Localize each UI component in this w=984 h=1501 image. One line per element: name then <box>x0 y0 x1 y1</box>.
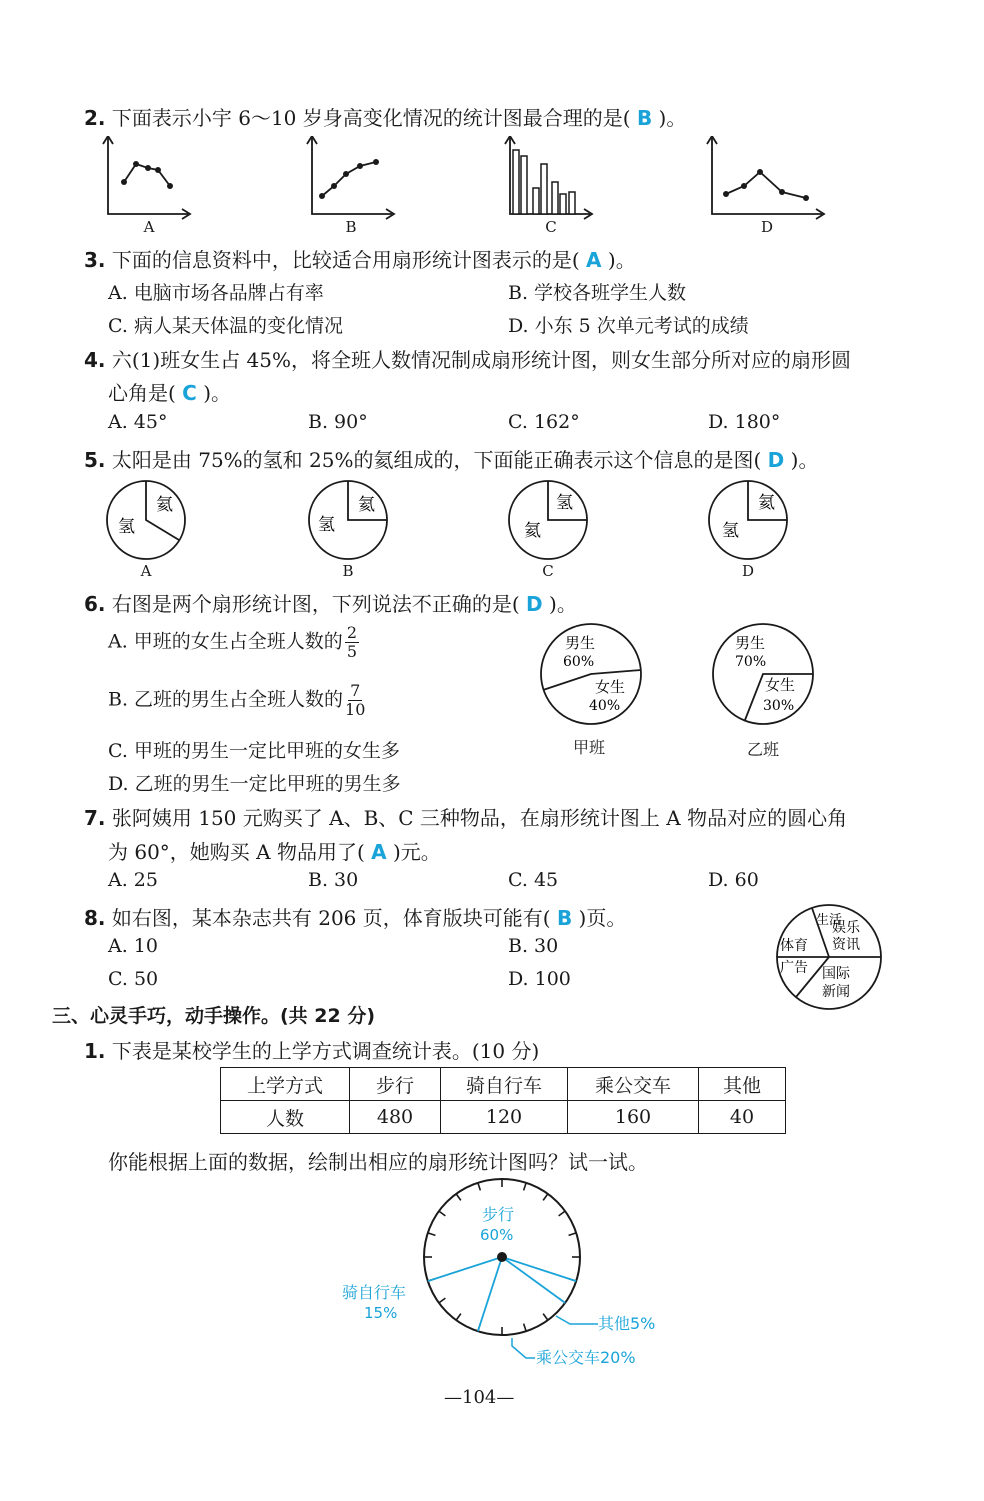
svg-text:娱乐: 娱乐 <box>832 920 860 936</box>
pie-tick <box>456 1314 461 1320</box>
pie-center <box>497 1252 507 1262</box>
pie-tick <box>543 1314 548 1320</box>
q2-line-chart-a <box>98 136 198 226</box>
q5-label-b: B <box>342 562 354 580</box>
q5-pie-b <box>306 478 390 562</box>
pie-tick <box>569 1233 577 1235</box>
q7-option-c[interactable]: C. 45 <box>508 869 559 891</box>
q5-pie-c <box>506 478 590 562</box>
svg-text:30%: 30% <box>763 698 795 714</box>
table-header: 乘公交车 <box>568 1068 699 1101</box>
q4-option-a[interactable]: A. 45° <box>108 411 168 433</box>
q2-stem: 2. 下面表示小宇 6～10 岁身高变化情况的统计图最合理的是( B )。 <box>84 106 687 130</box>
table-cell: 160 <box>568 1101 699 1134</box>
q5-label-c: C <box>542 562 554 580</box>
q2-bar-chart-c <box>500 136 600 226</box>
table-cell: 120 <box>441 1101 568 1134</box>
svg-text:70%: 70% <box>735 654 767 670</box>
p1-stem: 1. 下表是某校学生的上学方式调查统计表。(10 分) <box>84 1039 540 1063</box>
q8-option-d[interactable]: D. 100 <box>508 968 571 990</box>
q6-answer[interactable]: D <box>526 592 543 616</box>
q6-option-c[interactable]: C. 甲班的男生一定比甲班的女生多 <box>108 740 400 762</box>
pie-tick <box>478 1183 480 1191</box>
q7-option-b[interactable]: B. 30 <box>308 869 359 891</box>
q4-option-b[interactable]: B. 90° <box>308 411 368 433</box>
svg-text:资讯: 资讯 <box>832 937 860 953</box>
svg-text:生活: 生活 <box>816 913 843 928</box>
q2-label-a: A <box>143 218 155 236</box>
pie-sector-boundary <box>478 1257 502 1331</box>
svg-text:40%: 40% <box>589 698 621 714</box>
table-header: 步行 <box>350 1068 441 1101</box>
q4-answer[interactable]: C <box>182 381 197 405</box>
q2-line-chart-d <box>702 136 832 226</box>
pie-sector-boundary <box>428 1257 502 1281</box>
table-header: 骑自行车 <box>441 1068 568 1101</box>
svg-text:女生: 女生 <box>765 676 796 694</box>
q5-label-d: D <box>741 562 755 580</box>
q6-stem: 6. 右图是两个扇形统计图，下列说法不正确的是( D )。 <box>84 592 577 616</box>
table-header-row <box>221 1068 786 1101</box>
q8-option-a[interactable]: A. 10 <box>108 935 158 957</box>
q6-pie-jia <box>537 620 645 728</box>
q7-stem-line2: 为 60°，她购买 A 物品用了( A )元。 <box>108 840 441 864</box>
table-cell: 40 <box>699 1101 786 1134</box>
q8-option-c[interactable]: C. 50 <box>108 968 159 990</box>
q4-option-d[interactable]: D. 180° <box>708 411 781 433</box>
table-cell: 人数 <box>221 1101 350 1134</box>
q6-option-b[interactable]: B. 乙班的男生占全班人数的 $\frac{7}{10}$ <box>108 681 366 719</box>
q5-d-small: 氦 <box>758 493 775 513</box>
q4-option-c[interactable]: C. 162° <box>508 411 580 433</box>
p1-prompt: 你能根据上面的数据，绘制出相应的扇形统计图吗？试一试。 <box>108 1150 648 1174</box>
q5-d-big: 氢 <box>722 521 739 541</box>
q3-option-d[interactable]: D. 小东 5 次单元考试的成绩 <box>508 315 749 337</box>
svg-text:体育: 体育 <box>780 938 808 954</box>
label-walk: 步行 <box>482 1205 515 1224</box>
table-cell: 480 <box>350 1101 441 1134</box>
q5-b-big: 氢 <box>318 515 335 535</box>
answer-pie-chart <box>330 1178 690 1378</box>
pie-sector-boundary <box>502 1257 576 1281</box>
q2-label-c: C <box>545 218 557 236</box>
pie-tick <box>428 1233 436 1235</box>
pie-tick <box>456 1194 461 1200</box>
q5-a-small: 氦 <box>156 495 173 515</box>
q5-stem: 5. 太阳是由 75%的氢和 25%的氦组成的，下面能正确表示这个信息的是图( D )。 <box>84 448 819 472</box>
q3-option-b[interactable]: B. 学校各班学生人数 <box>508 282 687 304</box>
q5-b-small: 氦 <box>358 495 375 515</box>
q7-answer[interactable]: A <box>371 840 387 864</box>
svg-text:男生: 男生 <box>735 634 766 652</box>
svg-text:新闻: 新闻 <box>822 984 850 1000</box>
q3-answer[interactable]: A <box>586 248 602 272</box>
section-3-heading: 三、心灵手巧，动手操作。(共 22 分) <box>52 1005 376 1027</box>
svg-text:男生: 男生 <box>565 634 596 652</box>
svg-text:广告: 广告 <box>780 960 808 976</box>
svg-text:女生: 女生 <box>595 678 626 696</box>
pie-sector-lines <box>428 1257 576 1331</box>
label-bike-pct: 15% <box>364 1304 398 1322</box>
q2-label-b: B <box>345 218 357 236</box>
q2-line-chart-b <box>302 136 402 226</box>
pie-tick <box>439 1211 445 1216</box>
q5-answer[interactable]: D <box>767 448 785 472</box>
q4-stem-line1: 4. 六(1)班女生占 45%，将全班人数情况制成扇形统计图，则女生部分所对应的扇形圆 <box>84 348 852 372</box>
label-bus: 乘公交车20% <box>536 1348 636 1367</box>
pie-tick <box>439 1298 445 1303</box>
q7-option-a[interactable]: A. 25 <box>108 869 158 891</box>
q3-option-a[interactable]: A. 电脑市场各品牌占有率 <box>108 282 324 304</box>
pie-tick <box>524 1183 526 1191</box>
svg-text:国际: 国际 <box>822 966 850 982</box>
table-header: 其他 <box>699 1068 786 1101</box>
q6-fraction-a: $\frac{2}{5}$ <box>346 623 357 661</box>
q3-option-c[interactable]: C. 病人某天体温的变化情况 <box>108 315 343 337</box>
table-header: 上学方式 <box>221 1068 350 1101</box>
pie-tick <box>543 1194 548 1200</box>
q5-c-small: 氦 <box>524 521 541 541</box>
q6-label-jia: 甲班 <box>573 738 606 757</box>
q6-pie-yi <box>709 620 817 728</box>
pie-tick <box>524 1324 526 1332</box>
q5-pie-d <box>706 478 790 562</box>
q7-option-d[interactable]: D. 60 <box>708 869 759 891</box>
q6-label-yi: 乙班 <box>747 740 780 759</box>
q7-stem-line1: 7. 张阿姨用 150 元购买了 A、B、C 三种物品，在扇形统计图上 A 物品对应的圆心角 <box>84 806 848 830</box>
q6-option-a[interactable]: A. 甲班的女生占全班人数的 $\frac{2}{5}$ <box>108 623 357 661</box>
pie-tick <box>559 1211 565 1216</box>
q8-magazine-pie <box>774 902 884 1012</box>
pie-sector-boundary <box>502 1257 565 1303</box>
q2-label-d: D <box>760 218 774 236</box>
label-other: 其他5% <box>598 1314 656 1333</box>
q8-option-b[interactable]: B. 30 <box>508 935 559 957</box>
q5-label-a: A <box>140 562 152 580</box>
q5-a-big: 氢 <box>118 517 135 537</box>
q2-answer[interactable]: B <box>636 106 653 130</box>
q3-stem: 3. 下面的信息资料中，比较适合用扇形统计图表示的是( A )。 <box>84 248 636 272</box>
svg-text:60%: 60% <box>563 654 595 670</box>
q8-answer[interactable]: B <box>556 906 573 930</box>
label-walk-pct: 60% <box>480 1226 514 1244</box>
page-number: —104— <box>444 1387 515 1408</box>
q4-stem-line2: 心角是( C )。 <box>108 381 232 405</box>
q5-c-big: 氢 <box>556 493 573 513</box>
q5-pie-a <box>104 478 188 562</box>
table-row <box>221 1101 786 1134</box>
survey-table <box>220 1067 786 1134</box>
label-bike: 骑自行车 <box>342 1283 407 1302</box>
q8-stem: 8. 如右图，某本杂志共有 206 页，体育版块可能有( B )页。 <box>84 906 627 930</box>
q6-fraction-b: $\frac{7}{10}$ <box>345 681 366 719</box>
q6-option-d[interactable]: D. 乙班的男生一定比甲班的男生多 <box>108 773 401 795</box>
